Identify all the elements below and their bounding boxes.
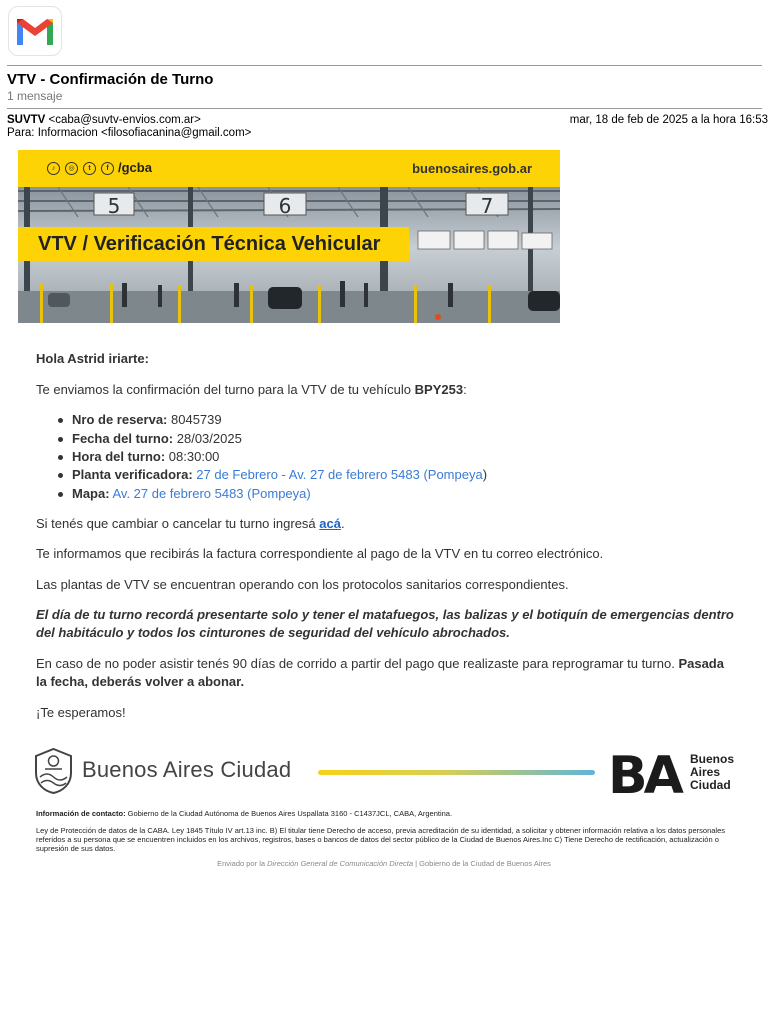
contact-label: Información de contacto: (36, 809, 126, 818)
list-item (72, 411, 222, 429)
reprogram-text: En caso de no poder asistir tenés 90 días de corrido a partir del pago que realizaste para reprogramar tu turno. (36, 656, 679, 671)
email-date: mar, 18 de feb de 2025 a la hora 16:53 (569, 114, 768, 126)
banner-title-box (18, 227, 409, 261)
vehicle-plate: BPY253 (414, 382, 464, 397)
email-subject: VTV - Confirmación de Turno (7, 71, 214, 88)
header-divider (7, 65, 762, 66)
twitter-icon[interactable]: t (83, 162, 96, 175)
recipient-line (7, 127, 251, 139)
to-label: Para: (7, 127, 35, 139)
closing: ¡Te esperamos! (36, 705, 126, 720)
contact-value: Gobierno de la Ciudad Autónoma de Buenos Aires Uspallata 3160 - C1437JCL, CABA, Argentina. (125, 809, 453, 818)
contact-info (36, 809, 746, 818)
sender-org: Dirección General de Comunicación Directa (267, 859, 414, 868)
ba-domain[interactable]: buenosaires.gob.ar (412, 161, 532, 176)
facebook-icon[interactable]: f (101, 162, 114, 175)
sent-by (0, 859, 768, 868)
sent-prefix: Enviado por la (217, 859, 268, 868)
reprogram-warning: Pasada la fecha, deberás volver a abonar. (36, 656, 724, 689)
list-item (72, 485, 311, 503)
protocols-paragraph: Las plantas de VTV se encuentran operando con los protocolos sanitarios correspondientes. (36, 577, 569, 592)
sender-email[interactable]: <caba@suvtv-envios.com.ar> (48, 114, 201, 126)
reprogram-paragraph (36, 655, 736, 691)
logo-word: Buenos (690, 752, 735, 766)
instagram-icon[interactable]: ◎ (65, 162, 78, 175)
ba-logo-letters: BA (608, 749, 680, 795)
sent-suffix: | Gobierno de la Ciudad de Buenos Aires (413, 859, 551, 868)
invoice-paragraph: Te informamos que recibirás la factura correspondiente al pago de la VTV en tu correo electrónico. (36, 546, 604, 561)
ba-seal-icon (33, 747, 74, 795)
greeting: Hola Astrid iriarte: (36, 351, 149, 366)
ba-logo-icon (608, 749, 698, 795)
item-label: Hora del turno: (72, 449, 166, 464)
reminder-paragraph: El día de tu turno recordá presentarte solo y tener el matafuegos, las balizas y el botiquín de emergencias dentro del habitáculo y todos los cinturones de seguridad del vehículo abrochados. (36, 607, 734, 640)
banner-title: VTV / Verificación Técnica Vehicular (38, 233, 381, 255)
legal-text: Ley de Protección de datos de la CABA. Ley 1845 Título IV art.13 inc. B) El titular tiene Derecho de acceso, previa acreditación de su identidad, a solicitar y obtener información relativa a los datos personales referidos a su persona que se encuentren incluidos en los archivos, registros, bases o bancos de datos del sector público de la Ciudad de Buenos Aires.Inc C) Tiene Derecho de rectificación, actualización o supresión de sus datos. (36, 826, 726, 853)
footer-gradient-line (318, 770, 595, 775)
item-label: Nro de reserva: (72, 412, 168, 427)
gcba-handle[interactable]: /gcba (118, 160, 152, 175)
tiktok-icon[interactable]: ♪ (47, 162, 60, 175)
gmail-m-icon (9, 7, 61, 55)
sender-line (7, 114, 201, 126)
recipient[interactable]: Informacion <filosofiacanina@gmail.com> (37, 127, 252, 139)
lane-number: 7 (480, 194, 494, 218)
item-label: Mapa: (72, 486, 110, 501)
item-label: Fecha del turno: (72, 431, 174, 446)
logo-word: Ciudad (690, 778, 731, 792)
reservation-number: 8045739 (171, 412, 222, 427)
sender-name: SUVTV (7, 114, 46, 126)
change-turn-link[interactable]: acá (319, 516, 341, 531)
list-item (72, 430, 242, 448)
lane-number: 6 (278, 194, 292, 218)
change-text: Si tenés que cambiar o cancelar tu turno ingresá (36, 516, 320, 531)
message-count: 1 mensaje (7, 89, 63, 103)
list-item (72, 466, 487, 484)
logo-word: Aires (690, 765, 721, 779)
plant-suffix: ) (482, 467, 488, 482)
intro-suffix: : (463, 382, 467, 397)
lane-number: 5 (107, 194, 121, 218)
item-label: Planta verificadora: (72, 467, 193, 482)
intro-paragraph (36, 381, 736, 399)
banner-top-bar (18, 150, 560, 187)
ba-brand-text: Buenos Aires Ciudad (82, 757, 292, 782)
list-item (72, 448, 219, 466)
appointment-date: 28/03/2025 (176, 431, 242, 446)
plant-link[interactable]: 27 de Febrero - Av. 27 de febrero 5483 (Pompeya (196, 467, 483, 482)
gmail-logo[interactable] (8, 6, 62, 56)
intro-text: Te enviamos la confirmación del turno para la VTV de tu vehículo (36, 382, 415, 397)
ba-logo-words (690, 753, 734, 792)
vtv-banner (18, 150, 560, 323)
subject-divider (7, 108, 762, 109)
change-suffix: . (340, 516, 345, 531)
change-paragraph (36, 515, 736, 533)
appointment-time: 08:30:00 (168, 449, 220, 464)
map-link[interactable]: Av. 27 de febrero 5483 (Pompeya) (112, 486, 311, 501)
